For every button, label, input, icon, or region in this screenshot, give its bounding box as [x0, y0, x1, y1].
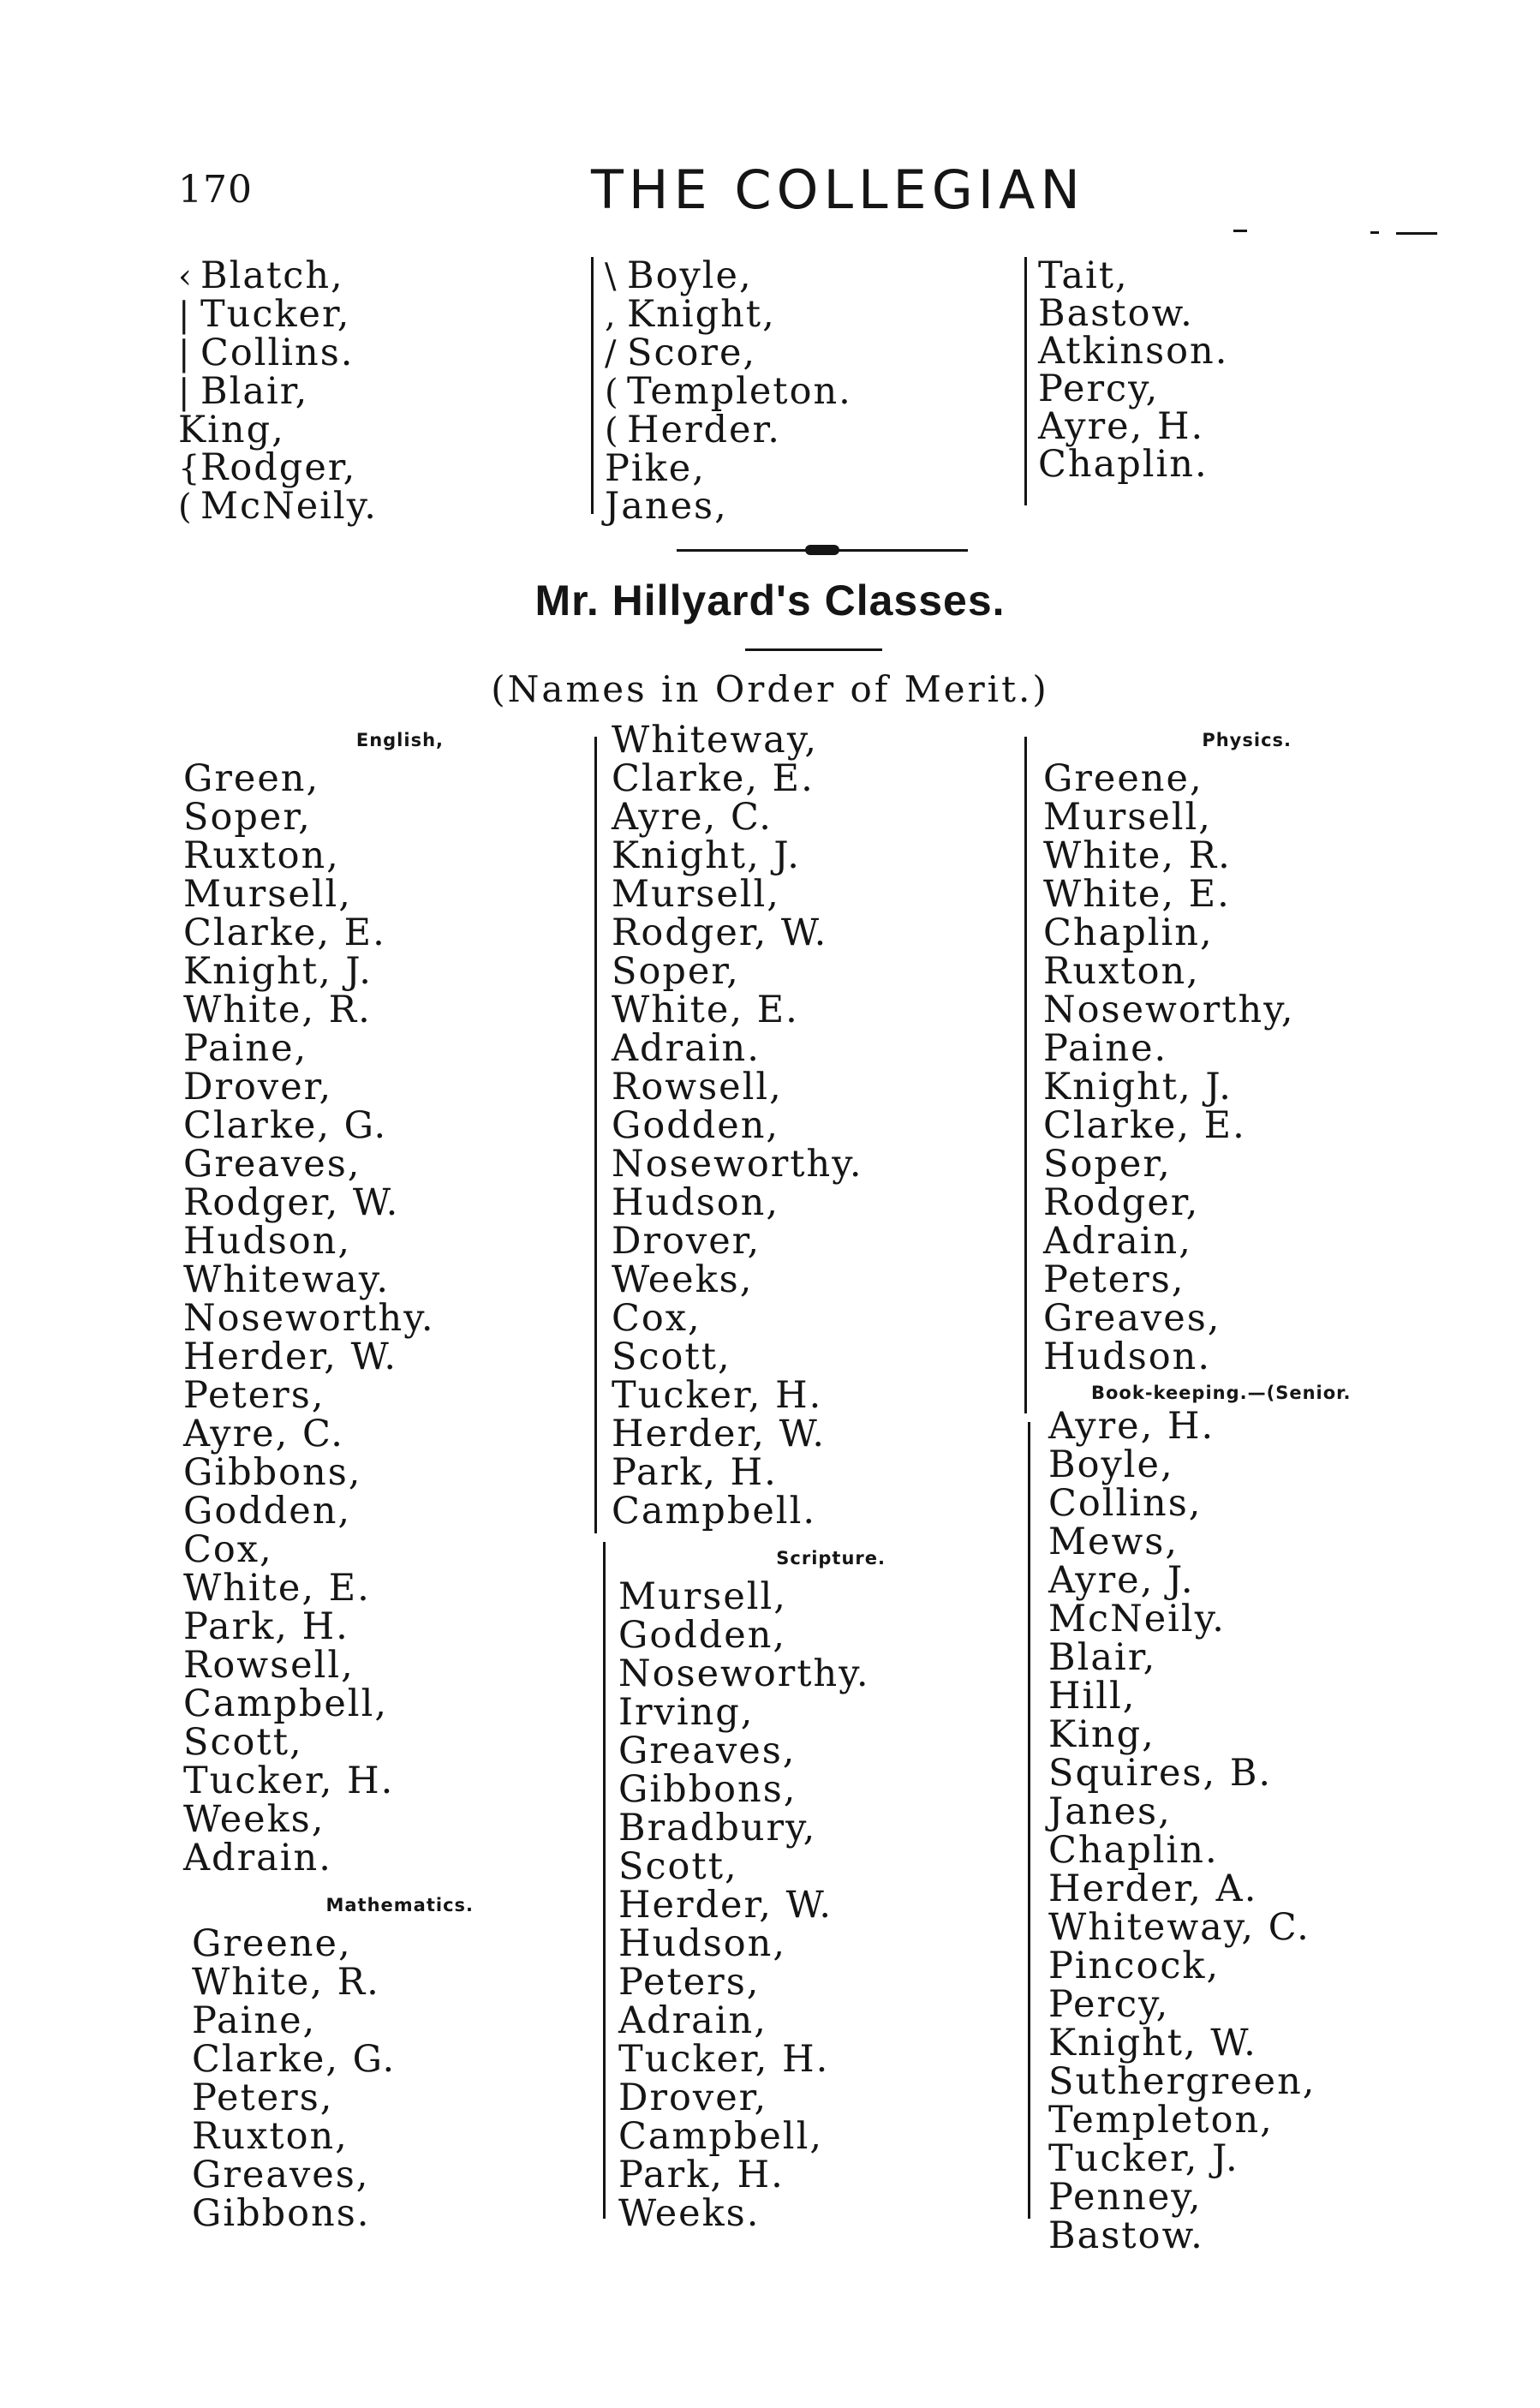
list-item: Tucker, H.: [183, 1760, 395, 1802]
list-item: Weeks,: [612, 1258, 754, 1301]
top-list-col3: [1038, 254, 1229, 486]
list-item: Greaves,: [1043, 1297, 1221, 1340]
list-item: Cox,: [612, 1297, 701, 1340]
list-item: Tucker, H.: [618, 2038, 830, 2081]
list-item: Rowsell,: [183, 1644, 355, 1687]
list-item: Peters,: [192, 2076, 334, 2119]
list-item: Adrain,: [618, 1999, 767, 2042]
list-item: Noseworthy.: [618, 1652, 870, 1695]
list-item: White, E.: [1043, 873, 1231, 916]
list-item: Drover,: [183, 1066, 333, 1108]
list-item: Whiteway.: [183, 1258, 391, 1301]
list-item: Ayre, H.: [1038, 405, 1205, 448]
list-item: Greene,: [1043, 757, 1203, 800]
list-item: Ayre, C.: [183, 1413, 344, 1455]
list-item: Campbell,: [618, 2115, 823, 2158]
list-item: Clarke, E.: [612, 757, 815, 800]
list-item: Ruxton,: [192, 2115, 349, 2158]
list-item: Gibbons,: [183, 1451, 362, 1494]
list-item: Noseworthy,: [1043, 989, 1295, 1031]
list-item: Knight, J.: [1043, 1066, 1233, 1108]
list-item: Mursell,: [612, 873, 780, 916]
list-item: Mews,: [1048, 1521, 1179, 1563]
middle-list: [612, 721, 1014, 1531]
list-item: Peters,: [1043, 1258, 1185, 1301]
list-item: Chaplin.: [1048, 1829, 1219, 1872]
list-item: Cox,: [183, 1528, 273, 1571]
list-item: White, R.: [192, 1961, 380, 2004]
list-item: Park, H.: [612, 1451, 778, 1494]
list-item: Percy,: [1048, 1983, 1170, 2026]
list-item: Tucker, J.: [1048, 2137, 1239, 2180]
list-item: Herder, W.: [612, 1413, 826, 1455]
list-item: Weeks,: [183, 1798, 325, 1841]
list-item: Hudson,: [612, 1181, 780, 1224]
list-item: | Blair,: [178, 370, 309, 413]
list-item: Templeton,: [1048, 2099, 1274, 2142]
list-item: Bastow.: [1048, 2214, 1204, 2257]
list-item: Clarke, E.: [183, 911, 386, 954]
list-item: Hill,: [1048, 1675, 1137, 1718]
list-item: Tucker, H.: [612, 1374, 823, 1417]
list-item: Hudson,: [618, 1922, 787, 1965]
list-item: Godden,: [183, 1490, 352, 1533]
list-item: ( McNeily.: [178, 485, 378, 528]
list-item: Penney,: [1048, 2176, 1203, 2219]
column-divider: [594, 737, 597, 1533]
list-item: Godden,: [612, 1104, 780, 1147]
top-list-col2: [605, 254, 852, 528]
list-item: Ayre, J.: [1048, 1559, 1195, 1602]
list-item: Campbell,: [183, 1682, 388, 1725]
list-item: Park, H.: [183, 1605, 349, 1648]
list-item: Ayre, C.: [612, 796, 773, 839]
list-item: McNeily.: [1048, 1598, 1226, 1640]
list-item: Scott,: [612, 1335, 731, 1378]
list-item: Rowsell,: [612, 1066, 783, 1108]
list-item: Mursell,: [183, 873, 352, 916]
list-item: Squires, B.: [1048, 1752, 1273, 1795]
header-dash-mark: [1370, 231, 1379, 234]
list-item: Suthergreen,: [1048, 2060, 1316, 2103]
list-item: Mursell,: [1043, 796, 1212, 839]
list-item: | Collins.: [178, 332, 355, 374]
list-item: Campbell.: [612, 1490, 816, 1533]
ornament-center: [805, 545, 839, 555]
list-item: Drover,: [618, 2076, 768, 2119]
list-item: Paine,: [192, 1999, 317, 2042]
list-item: Tait,: [1038, 254, 1129, 297]
list-item: Pincock,: [1048, 1945, 1221, 1987]
physics-label: Physics.: [1202, 730, 1292, 750]
list-item: Godden,: [618, 1614, 787, 1657]
list-item: Paine,: [183, 1027, 308, 1070]
list-item: Chaplin,: [1043, 911, 1214, 954]
list-item: Soper,: [612, 950, 740, 993]
list-item: Irving,: [618, 1691, 755, 1734]
header-dash-mark: [1396, 232, 1437, 235]
heading-underline: [745, 648, 882, 651]
list-item: Noseworthy.: [612, 1143, 863, 1186]
list-item: Greaves,: [618, 1730, 797, 1772]
list-item: Janes,: [1048, 1790, 1172, 1833]
physics-list: [1043, 757, 1420, 1378]
list-item: Gibbons,: [618, 1768, 797, 1811]
list-item: Knight, J.: [612, 834, 801, 877]
list-item: Ruxton,: [183, 834, 340, 877]
list-item: Clarke, G.: [183, 1104, 388, 1147]
list-item: White, E.: [183, 1567, 371, 1610]
list-item: , Knight,: [605, 293, 776, 336]
list-item: Knight, J.: [183, 950, 373, 993]
list-item: Mursell,: [618, 1575, 787, 1618]
bookkeeping-list: [1048, 1407, 1425, 2256]
list-item: Soper,: [183, 796, 312, 839]
list-item: ( Herder.: [605, 409, 781, 451]
header-dash-mark: [1233, 230, 1247, 232]
english-label: English,: [355, 730, 444, 750]
column-divider: [1024, 737, 1027, 1413]
list-item: \ Boyle,: [605, 254, 753, 297]
list-item: Adrain.: [612, 1027, 761, 1070]
list-item: Adrain,: [1043, 1220, 1192, 1263]
bookkeeping-label: Book-keeping.—(Senior.: [1091, 1383, 1352, 1403]
list-item: Scott,: [618, 1845, 738, 1888]
list-item: Collins,: [1048, 1482, 1203, 1525]
middle-column: [612, 721, 1014, 2233]
list-item: Rodger,: [1043, 1181, 1200, 1224]
column-divider: [1028, 1422, 1030, 2219]
list-item: Clarke, G.: [192, 2038, 397, 2081]
list-item: Rodger, W.: [183, 1181, 400, 1224]
list-item: White, R.: [1043, 834, 1232, 877]
list-item: White, E.: [612, 989, 799, 1031]
list-item: Scott,: [183, 1721, 303, 1764]
list-item: Bradbury,: [618, 1807, 817, 1849]
list-item: Chaplin.: [1038, 443, 1209, 486]
column-divider: [603, 1542, 606, 2219]
list-item: Ayre, H.: [1048, 1405, 1215, 1448]
list-item: Rodger, W.: [612, 911, 828, 954]
list-item: Greaves,: [192, 2154, 370, 2196]
list-item: Adrain.: [183, 1837, 332, 1879]
list-item: / Score,: [605, 332, 757, 374]
list-item: Weeks.: [618, 2192, 761, 2235]
list-item: Greene,: [192, 1922, 352, 1965]
mathematics-label: Mathematics.: [325, 1895, 474, 1915]
column-divider: [1024, 257, 1027, 505]
section-heading: Mr. Hillyard's Classes.: [534, 577, 1006, 624]
list-item: Whiteway, C.: [1048, 1906, 1310, 1949]
list-item: {Rodger,: [178, 446, 357, 489]
list-item: Soper,: [1043, 1143, 1172, 1186]
list-item: King,: [1048, 1713, 1155, 1756]
list-item: Hudson,: [183, 1220, 352, 1263]
list-item: Pike,: [605, 447, 706, 490]
list-item: Bastow.: [1038, 292, 1194, 335]
list-item: White, R.: [183, 989, 372, 1031]
list-item: Percy,: [1038, 367, 1160, 410]
list-item: Herder, W.: [183, 1335, 397, 1378]
list-item: Herder, W.: [618, 1884, 833, 1927]
list-item: Gibbons.: [192, 2192, 371, 2235]
list-item: Peters,: [183, 1374, 325, 1417]
list-item: Whiteway,: [612, 719, 819, 762]
english-list: [183, 757, 449, 1879]
scripture-list: [618, 1575, 1021, 2235]
list-item: Noseworthy.: [183, 1297, 435, 1340]
list-item: Drover,: [612, 1220, 761, 1263]
top-list-col1: [178, 254, 378, 528]
page-number: 170: [178, 168, 253, 212]
list-item: Peters,: [618, 1961, 761, 2004]
column-divider: [591, 257, 594, 514]
list-item: Greaves,: [183, 1143, 361, 1186]
list-item: Atkinson.: [1038, 330, 1229, 373]
list-item: ( Templeton.: [605, 370, 852, 413]
list-item: Clarke, E.: [1043, 1104, 1246, 1147]
list-item: King,: [178, 409, 285, 451]
list-item: Ruxton,: [1043, 950, 1200, 993]
scripture-label: Scripture.: [776, 1548, 886, 1568]
list-item: Park, H.: [618, 2154, 785, 2196]
list-item: Hudson.: [1043, 1335, 1212, 1378]
list-item: Boyle,: [1048, 1443, 1174, 1486]
english-column: [178, 721, 474, 2235]
mathematics-list: [192, 1922, 457, 2235]
section-subheading: (Names in Order of Merit.): [491, 668, 1049, 710]
list-item: Blair,: [1048, 1636, 1157, 1679]
list-item: | Tucker,: [178, 293, 351, 336]
right-column: [1043, 721, 1420, 2256]
list-item: Herder, A.: [1048, 1867, 1258, 1910]
list-item: Janes,: [605, 485, 728, 528]
list-item: ‹ Blatch,: [178, 254, 344, 297]
running-title: THE COLLEGIAN: [591, 158, 1085, 221]
list-item: Paine.: [1043, 1027, 1168, 1070]
list-item: Green,: [183, 757, 320, 800]
list-item: Knight, W.: [1048, 2022, 1257, 2064]
